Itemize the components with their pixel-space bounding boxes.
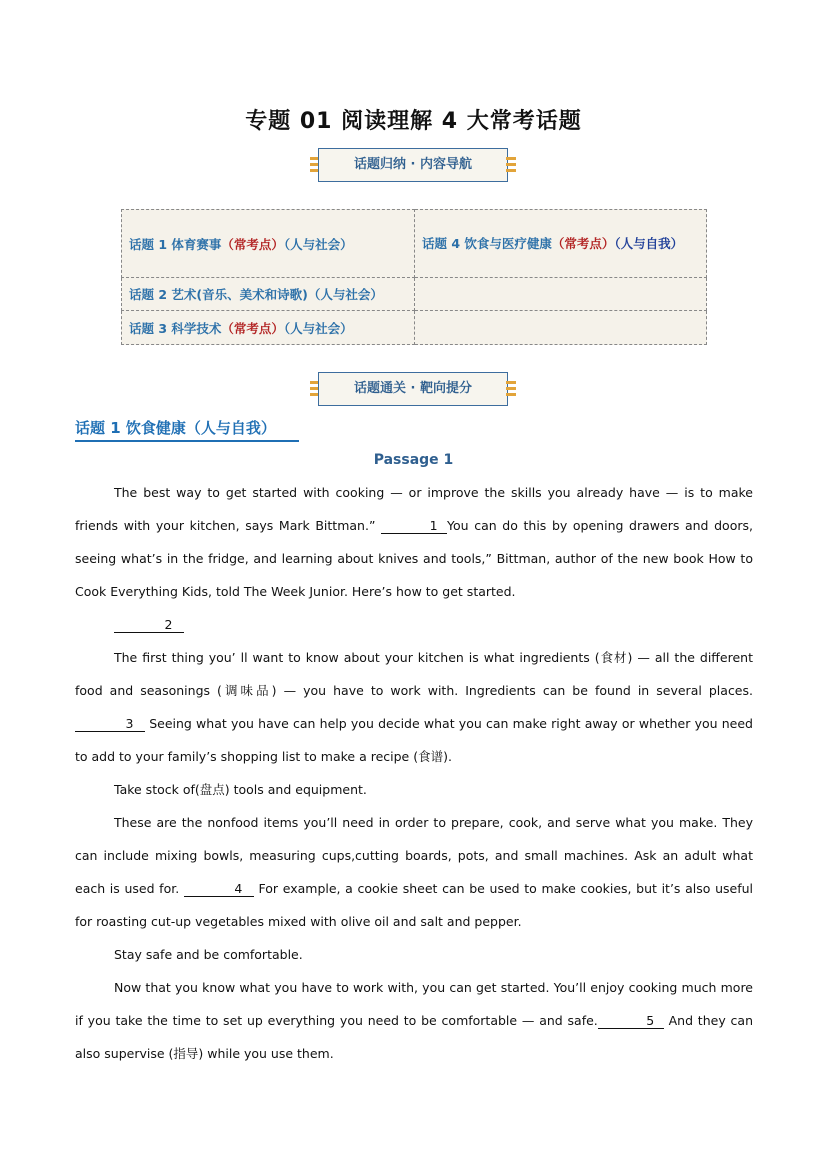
paragraph-5 [75,806,753,938]
paragraph-6: Stay safe and be comfortable. [114,947,303,962]
blank-3: 3 [75,716,145,732]
topic-1-category: （人与社会） [283,236,353,252]
passage-body [75,476,753,1070]
banner-right-decoration [506,381,516,397]
paragraph-3 [75,641,753,773]
passage-heading: Passage 1 [373,452,454,468]
paragraph-7 [75,971,753,1070]
banner-topic-practice [310,372,516,406]
banner-right-decoration [506,157,516,173]
empty-cell [415,278,707,311]
paragraph-text: And they can also supervise (指导) while you use them. [75,1013,753,1061]
banner-label: 话题归纳 · 内容导航 [318,148,508,182]
topic-2-cell [122,278,415,311]
paragraph-4: Take stock of(盘点) tools and equipment. [114,782,367,797]
topic-1-tag: （常考点） [221,236,284,252]
empty-cell [415,311,707,345]
paragraph-text: Seeing what you have can help you decide what you can make right away or whether you need to add to your family’s shopping list to make a recipe (食谱). [75,716,753,764]
paragraph-text: The best way to get started with cooking — or improve the skills you already have — is to make friends with your kitchen, says Mark Bittman.” [75,485,753,533]
topic-4-cell [415,210,707,278]
paragraph-text: The first thing you’ ll want to know about your kitchen is what ingredients (食材) — all the different food and seasonings (调味品) — you have to work with. Ingredients can be found in several places. [75,650,753,698]
banner-label: 话题通关 · 靶向提分 [318,372,508,406]
topic-4-category: （人与自我） [614,236,684,251]
topic-1-label: 话题 1 体育赛事 [129,236,222,252]
topic-table [121,209,707,345]
topic-3-category: （人与社会） [283,320,353,336]
paragraph-text: You can do this by opening drawers and doors, seeing what’s in the fridge, and learning about knives and tools,” Bittman, author of the new book How to Cook Everything Kids, told The Week Junior. Here’s how to get started. [75,518,753,599]
paragraph-text: Now that you know what you have to work with, you can get started. You’ll enjoy cooking much more if you take the time to set up everything you need to be comfortable — and safe. [75,980,753,1028]
paragraph-text: For example, a cookie sheet can be used to make cookies, but it’s also useful for roasting cut-up vegetables mixed with olive oil and salt and pepper. [75,881,753,929]
paragraph-1 [75,476,753,608]
paragraph-text: These are the nonfood items you’ll need in order to prepare, cook, and serve what you make. They can include mixing bowls, measuring cups,cutting boards, pots, and small machines. Ask an adult what each is used for. [75,815,753,896]
blank-1: 1 [381,518,447,534]
blank-5: 5 [598,1013,664,1029]
topic-2-label: 话题 2 艺术(音乐、美术和诗歌) [129,287,308,302]
section-heading: 话题 1 饮食健康（人与自我） [75,417,299,442]
blank-2: 2 [114,617,184,633]
paragraph-2 [75,608,753,641]
page-title: 专题 01 阅读理解 4 大常考话题 [245,109,582,134]
topic-4-label: 话题 4 饮食与医疗健康 [422,236,552,251]
blank-4: 4 [184,881,254,897]
topic-4-tag: （常考点） [551,236,615,251]
banner-topic-navigation [310,148,516,182]
topic-3-cell [122,311,415,345]
topic-3-label: 话题 3 科学技术 [129,320,222,336]
topic-2-category: （人与社会） [307,287,383,302]
topic-1-cell [122,210,415,278]
topic-3-tag: （常考点） [221,320,284,336]
